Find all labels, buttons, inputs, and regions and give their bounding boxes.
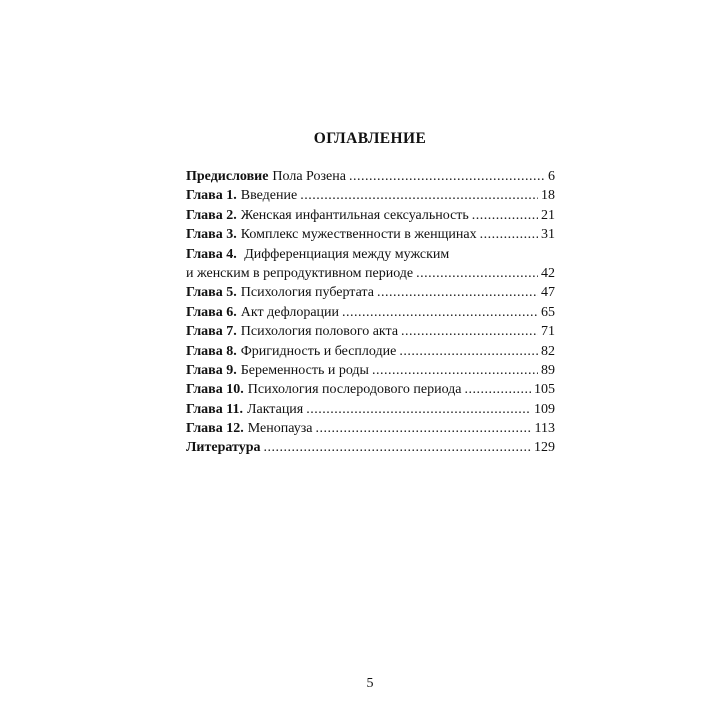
toc-entry-bibliography	[186, 438, 555, 457]
entry-title: Женская инфантильная сексуальность	[240, 207, 469, 223]
entry-title: Комплекс мужественности в женщинах	[240, 227, 477, 243]
entry-page-number: 31	[541, 227, 555, 243]
entry-page-number: 21	[541, 207, 555, 223]
entry-label: Глава 2.	[186, 207, 237, 223]
entry-title: Введение	[240, 188, 298, 204]
toc-entry-chapter-10	[186, 380, 555, 399]
entry-label: Глава 12.	[186, 421, 244, 437]
page-number: 5	[366, 676, 374, 691]
entry-label: Глава 11.	[186, 401, 243, 417]
entry-title: Акт дефлорации	[240, 304, 340, 320]
dot-leader	[401, 322, 538, 341]
entry-title-continuation: и женским в репродуктивном периоде	[186, 265, 414, 281]
entry-title: Беременность и роды	[240, 362, 369, 378]
table-of-contents	[186, 167, 555, 458]
entry-label: Глава 6.	[186, 304, 237, 320]
entry-continuation-line	[186, 264, 555, 283]
entry-title: Фригидность и бесплодие	[240, 343, 397, 359]
dot-leader	[315, 419, 531, 438]
toc-entry-chapter-11	[186, 400, 555, 419]
dot-leader	[399, 342, 538, 361]
entry-label: Глава 5.	[186, 285, 237, 301]
dot-leader	[306, 400, 531, 419]
dot-leader	[416, 264, 538, 283]
toc-entry-chapter-3	[186, 225, 555, 244]
entry-page-number: 18	[541, 188, 555, 204]
toc-heading: ОГЛАВЛЕНИЕ	[313, 130, 427, 147]
entry-label: Глава 8.	[186, 343, 237, 359]
entry-label: Предисловие	[186, 169, 269, 184]
toc-entry-chapter-5	[186, 283, 555, 302]
toc-entry-chapter-7	[186, 322, 555, 341]
toc-entry-chapter-6	[186, 303, 555, 322]
toc-entry-chapter-9	[186, 361, 555, 380]
entry-page-number: 82	[541, 343, 555, 359]
entry-page-number: 42	[541, 265, 555, 281]
toc-entry-chapter-2	[186, 206, 555, 225]
dot-leader	[480, 225, 538, 244]
entry-page-number: 89	[541, 362, 555, 378]
toc-entry-chapter-12	[186, 419, 555, 438]
entry-label: Глава 7.	[186, 324, 237, 340]
toc-entry-chapter-8	[186, 342, 555, 361]
entry-label: Глава 10.	[186, 382, 244, 398]
entry-label: Глава 9.	[186, 362, 237, 378]
entry-title: Психология пубертата	[240, 285, 374, 301]
entry-page-number: 129	[534, 440, 555, 456]
entry-title: Пола Розена	[272, 169, 346, 184]
entry-page-number: 71	[541, 324, 555, 340]
entry-page-number: 113	[534, 421, 555, 437]
dot-leader	[264, 438, 532, 457]
dot-leader	[472, 206, 538, 225]
toc-entry-chapter-4	[186, 245, 555, 284]
entry-label: Глава 3.	[186, 227, 237, 243]
dot-leader	[372, 361, 538, 380]
entry-title: Психология послеродового периода	[247, 382, 462, 398]
entry-label: Глава 4.	[186, 246, 237, 262]
entry-label: Литература	[186, 440, 261, 456]
dot-leader	[377, 283, 538, 302]
entry-page-number: 47	[541, 285, 555, 301]
entry-page-number: 109	[534, 401, 555, 417]
entry-first-line	[186, 245, 555, 264]
entry-title: Психология полового акта	[240, 324, 399, 340]
toc-entry-preface	[186, 167, 555, 186]
toc-entry-chapter-1	[186, 186, 555, 205]
entry-title: Дифференциация между мужским	[244, 246, 450, 262]
entry-title: Лактация	[246, 401, 304, 417]
entry-page-number: 6	[548, 169, 555, 184]
entry-page-number: 105	[534, 382, 555, 398]
entry-page-number: 65	[541, 304, 555, 320]
dot-leader	[349, 167, 545, 186]
entry-title: Менопауза	[247, 421, 313, 437]
dot-leader	[465, 380, 531, 399]
dot-leader	[300, 186, 538, 205]
dot-leader	[342, 303, 538, 322]
entry-label: Глава 1.	[186, 188, 237, 204]
